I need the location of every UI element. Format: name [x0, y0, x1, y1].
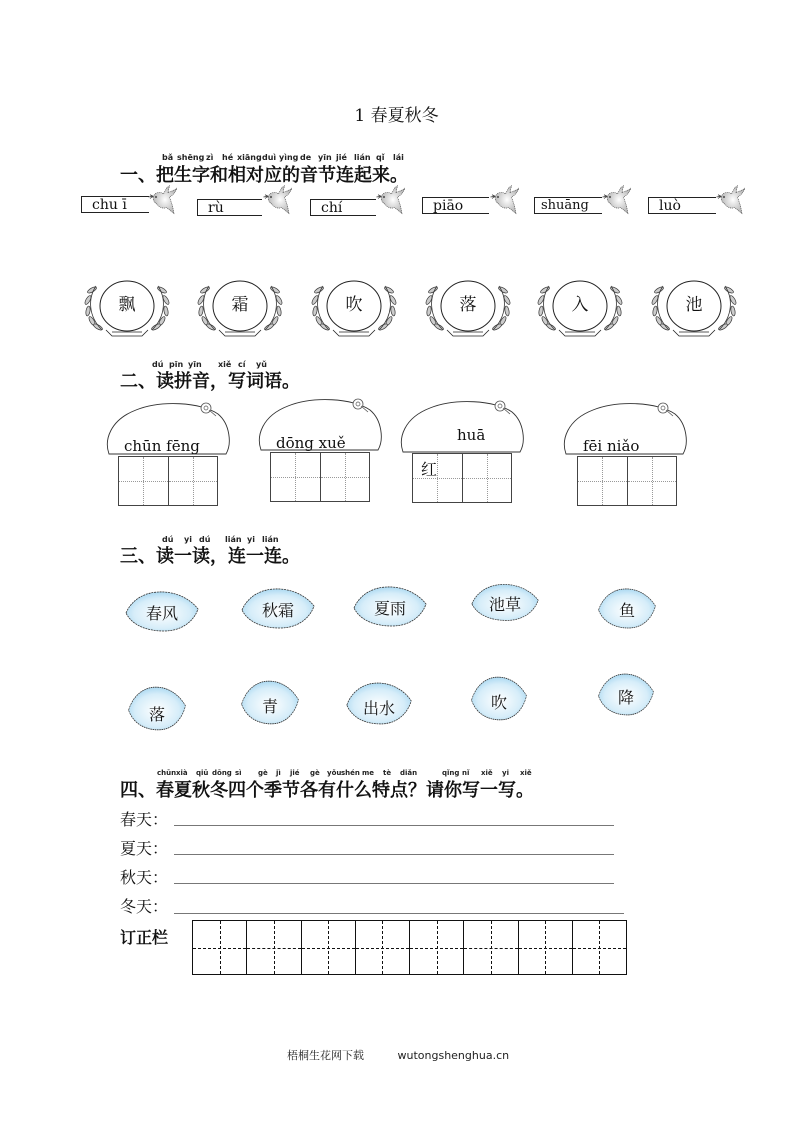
bird-icon [601, 183, 631, 217]
bird-icon [375, 183, 405, 217]
bird-icon [262, 183, 292, 217]
pinyin-box[interactable]: chí [310, 199, 376, 216]
bird-icon [715, 183, 745, 217]
section1-heading: 一、把生字和相对应的音节连起来。 [120, 165, 408, 186]
word-leaf[interactable]: 出水 [345, 680, 413, 726]
character-wreath[interactable]: 吹 [309, 276, 399, 338]
section3-heading: 三、读一读，连一连。 [120, 546, 300, 567]
correction-cell[interactable] [247, 921, 301, 974]
answer-line-summer[interactable] [174, 853, 614, 855]
character-wreath[interactable]: 飘 [82, 276, 172, 338]
section1-ruby: bǎ shēng zì hé xiāng duì yìng de yīn jié lián qǐ lái [162, 153, 404, 162]
mushroom-card [400, 400, 530, 510]
character-wreath[interactable]: 池 [649, 276, 739, 338]
word-leaf[interactable]: 鱼 [597, 586, 657, 630]
word-leaf[interactable]: 降 [597, 671, 655, 717]
mushroom-card [563, 400, 693, 510]
correction-cell[interactable] [519, 921, 573, 974]
pinyin-box[interactable]: shuāng [534, 197, 602, 214]
correction-cell[interactable] [302, 921, 356, 974]
correction-label: 订正栏 [120, 928, 169, 947]
pinyin-box[interactable]: rù [197, 199, 262, 216]
mushroom-card [106, 400, 236, 510]
worksheet-title: 1 春夏秋冬 [354, 106, 439, 126]
answer-line-autumn[interactable] [174, 882, 614, 884]
character-wreath[interactable]: 入 [535, 276, 625, 338]
section3-ruby: dú yi dú lián yi lián [162, 535, 279, 544]
writing-cell[interactable] [628, 457, 677, 505]
word-leaf[interactable]: 秋霜 [240, 586, 316, 630]
pinyin-box[interactable]: luò [648, 197, 716, 214]
pinyin-label: huā [457, 426, 486, 444]
footer-site-name: 梧桐生花网下载 [287, 1049, 364, 1062]
prompt-label-autumn: 秋天： [120, 868, 169, 887]
writing-grid[interactable] [270, 452, 370, 502]
pinyin-label: chūn fēng [124, 437, 200, 455]
footer [287, 1047, 509, 1063]
bird-icon [147, 183, 177, 217]
word-leaf[interactable]: 落 [127, 684, 187, 732]
character-wreath[interactable]: 霜 [195, 276, 285, 338]
section2-ruby: dú pīn yīn xiě cí yǔ [152, 360, 267, 369]
prompt-label-winter: 冬天： [120, 897, 169, 916]
pinyin-box[interactable]: piāo [422, 197, 489, 214]
footer-url[interactable]: wutongshenghua.cn [397, 1049, 510, 1062]
prompt-label-summer: 夏天： [120, 839, 169, 858]
correction-cell[interactable] [410, 921, 464, 974]
writing-grid[interactable] [577, 456, 677, 506]
word-leaf[interactable]: 吹 [470, 674, 528, 722]
pinyin-label: fēi niǎo [583, 437, 640, 455]
prompt-label-spring: 春天： [120, 810, 169, 829]
writing-cell[interactable] [321, 453, 370, 501]
section2-heading: 二、读拼音，写词语。 [120, 371, 300, 392]
correction-grid[interactable] [192, 920, 627, 975]
writing-cell[interactable] [169, 457, 218, 505]
bird-icon [489, 183, 519, 217]
pinyin-label: dōng xuě [276, 434, 346, 452]
writing-cell[interactable] [578, 457, 628, 505]
section4-heading: 四、春夏秋冬四个季节各有什么特点？请你写一写。 [120, 780, 534, 801]
writing-grid[interactable] [412, 453, 512, 503]
correction-cell[interactable] [573, 921, 626, 974]
section4-ruby: chūn xià qiū dōng sì gè jì jié gè yǒu shén me tè diǎn qǐng nǐ xiě yi xiě [157, 769, 532, 777]
correction-cell[interactable] [464, 921, 518, 974]
writing-cell[interactable] [463, 454, 512, 502]
correction-cell[interactable] [356, 921, 410, 974]
answer-line-spring[interactable] [174, 824, 614, 826]
prefilled-character: 红 [421, 460, 438, 479]
writing-grid[interactable] [118, 456, 218, 506]
pinyin-box[interactable]: chu ī [81, 196, 149, 213]
mushroom-card [258, 400, 388, 510]
answer-line-winter[interactable] [174, 912, 624, 914]
character-wreath[interactable]: 落 [423, 276, 513, 338]
word-leaf[interactable]: 夏雨 [352, 584, 428, 628]
word-leaf[interactable]: 池草 [470, 580, 546, 624]
word-leaf[interactable]: 青 [240, 678, 300, 726]
writing-cell[interactable] [271, 453, 321, 501]
writing-cell[interactable] [119, 457, 169, 505]
writing-cell[interactable] [413, 454, 463, 502]
word-leaf[interactable]: 春风 [124, 589, 200, 633]
correction-cell[interactable] [193, 921, 247, 974]
